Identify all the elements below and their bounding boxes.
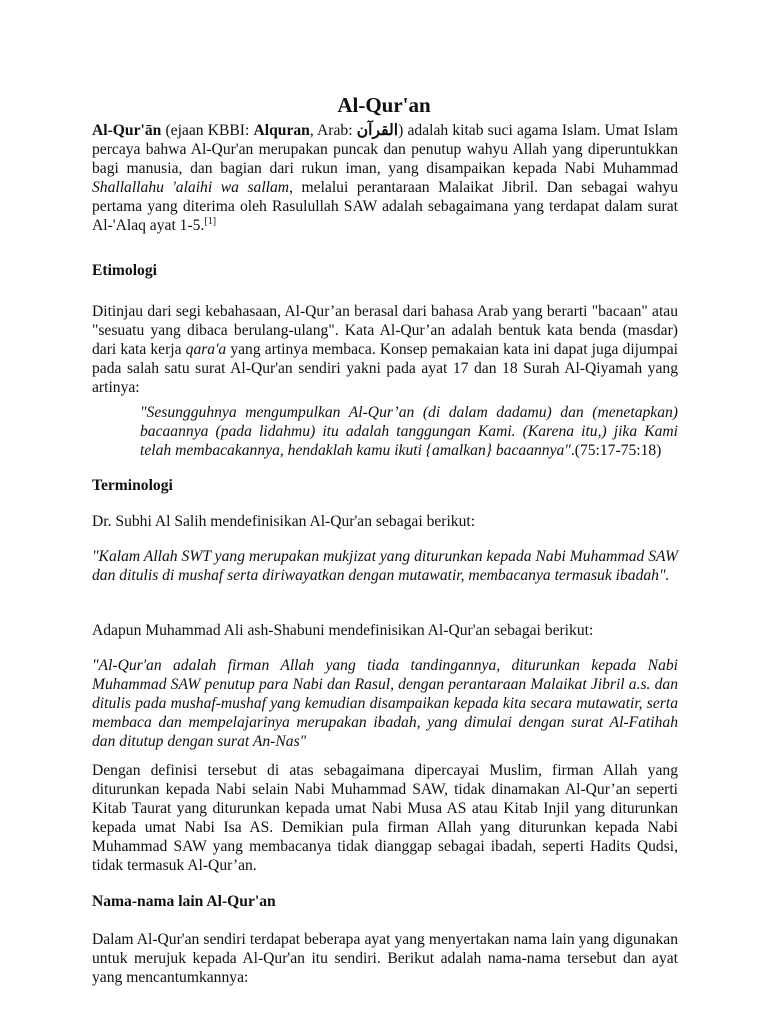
text: Ditinjau dari segi kebahasaan, Al-Qur’an berasal dari bahasa Arab yang berarti "bacaan" atau "sesuatu yang dibaca berulang-ulang". Kata Al-Qur’an adalah bentuk kata benda (masdar) dari kata kerja	[92, 303, 678, 359]
quote-ref: .(75:17-75:18)	[570, 442, 662, 460]
footnote-link[interactable]: [1]	[204, 216, 217, 228]
terminologi-p2: Adapun Muhammad Ali ash-Shabuni mendefinisikan Al-Qur'an sebagai berikut:	[92, 622, 594, 639]
terminologi-quote2: "Al-Qur'an adalah firman Allah yang tiada tandingannya, diturunkan kepada Nabi Muhammad SAW penutup para Nabi dan Rasul, dengan perantaraan Malaikat Jibril a.s. dan ditulis pada mushaf-mushaf yang kemudian disampaikan kepada kita secara mutawatir, serta membaca dan mempelajarinya merupakan ibadah, yang dimulai dengan surat Al-Fatihah dan ditutup dengan surat An-Nas"	[92, 657, 678, 751]
etimologi-quote	[140, 403, 678, 460]
terminologi-quote1: "Kalam Allah SWT yang merupakan mukjizat yang diturunkan kepada Nabi Muhammad SAW dan ditulis di mushaf serta diriwayatkan dengan mutawatir, membacanya termasuk ibadah".	[92, 548, 678, 585]
qaraa-term: qara'a	[185, 341, 227, 359]
heading-terminologi: Terminologi	[92, 477, 173, 494]
salawat: Shallallahu 'alaihi wa sallam	[92, 179, 290, 197]
text: , melalui perantaraan Malaikat Jibril. Dan sebagai wahyu pertama yang diterima oleh Rasulullah SAW adalah sebagaimana yang terdapat dalam surat Al-'Alaq ayat 1-5.	[92, 179, 678, 235]
arabic-term: القرآن	[356, 122, 399, 139]
intro-paragraph	[92, 121, 678, 236]
term: Al-Qur'ān	[92, 122, 162, 139]
heading-etimologi: Etimologi	[92, 262, 157, 279]
page-title: Al-Qur'an	[337, 93, 431, 117]
kbbi-term: Alquran	[253, 122, 310, 139]
heading-nama-lain: Nama-nama lain Al-Qur'an	[92, 893, 276, 910]
quote-text: "Sesungguhnya mengumpulkan Al-Qur’an (di dalam dadamu) dan (menetapkan) bacaannya (pada lidahmu) itu adalah tanggungan Kami. (Karena itu,) jika Kami telah membacakannya, hendaklah kamu ikuti {amalkan} bacaannya"	[140, 404, 678, 460]
text: (ejaan KBBI:	[161, 122, 254, 139]
nama-paragraph: Dalam Al-Qur'an sendiri terdapat beberapa ayat yang menyertakan nama lain yang digunakan untuk merujuk kepada Al-Qur'an itu sendiri. Berikut adalah nama-nama tersebut dan ayat yang mencantumkannya:	[92, 931, 678, 987]
terminologi-p3: Dengan definisi tersebut di atas sebagaimana dipercayai Muslim, firman Allah yang diturunkan kepada Nabi selain Nabi Muhammad SAW, tidak dinamakan Al-Qur’an seperti Kitab Taurat yang diturunkan kepada umat Nabi Musa AS atau Kitab Injil yang diturunkan kepada umat Nabi Isa AS. Demikian pula firman Allah yang diturunkan kepada Nabi Muhammad SAW yang membacanya tidak dianggap sebagai ibadah, seperti Hadits Qudsi, tidak termasuk Al-Qur’an.	[92, 762, 678, 875]
text: ) adalah kitab suci agama Islam. Umat Islam percaya bahwa Al-Qur'an merupakan puncak dan penutup wahyu Allah yang diperuntukkan bagi manusia, dan bagian dari rukun iman, yang disampaikan kepada Nabi Muhammad	[92, 122, 678, 178]
text: , Arab:	[309, 122, 357, 139]
etimologi-paragraph	[92, 302, 678, 397]
text: yang artinya membaca. Konsep pemakaian kata ini dapat juga dijumpai pada salah satu surat Al-Qur'an sendiri yakni pada ayat 17 dan 18 Surah Al-Qiyamah yang artinya:	[92, 341, 678, 397]
terminologi-p1: Dr. Subhi Al Salih mendefinisikan Al-Qur'an sebagai berikut:	[92, 513, 476, 530]
